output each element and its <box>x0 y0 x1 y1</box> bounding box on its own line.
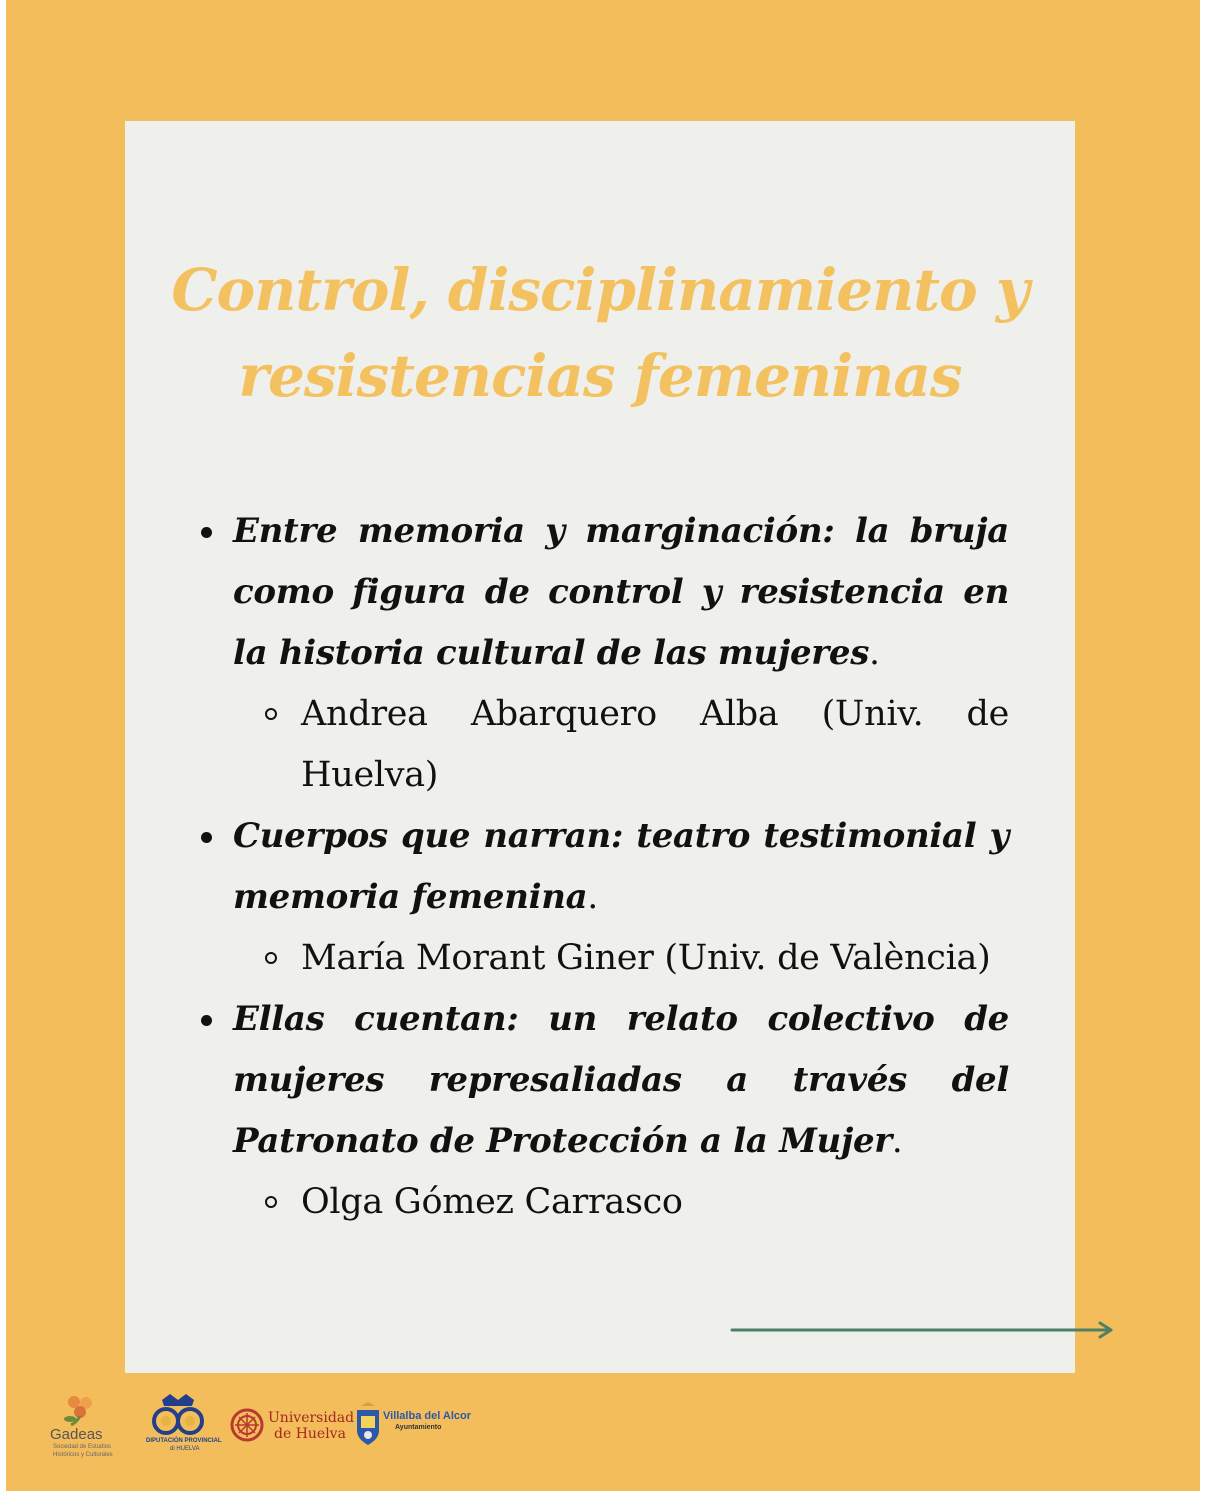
author-name: María Morant Giner (Univ. de València) <box>301 938 991 978</box>
gadeas-tagline: Históricos y Culturales <box>53 1452 113 1458</box>
talk-item <box>191 806 1009 989</box>
villalba-text: Ayuntamiento <box>395 1424 442 1431</box>
universidad-text: Universidad <box>268 1410 355 1426</box>
flower-icon <box>40 1392 122 1426</box>
villalba-logo <box>355 1402 475 1458</box>
universidad-text: de Huelva <box>274 1426 346 1442</box>
title-punctuation: . <box>891 1121 903 1161</box>
title-punctuation: . <box>869 633 880 673</box>
gadeas-logo <box>40 1392 122 1462</box>
circle-bullet-icon <box>265 708 277 720</box>
universidad-huelva-logo <box>230 1408 355 1458</box>
talk-title: Ellas cuentan: un relato colectivo de mujeres represaliadas a través del Patronato de Protección a la Mujer <box>233 999 1009 1161</box>
shield-icon <box>355 1402 381 1446</box>
circle-bullet-icon <box>265 952 277 964</box>
seal-icon <box>230 1408 264 1442</box>
talk-title: Entre memoria y marginación: la bruja como figura de control y resistencia en la historia cultural de las mujeres <box>233 511 1009 673</box>
gadeas-tagline: Sociedad de Estudios <box>53 1444 112 1450</box>
bullet-icon <box>201 832 212 843</box>
talk-author <box>233 928 1009 989</box>
gadeas-name: Gadeas <box>50 1426 103 1443</box>
diputacion-logo <box>142 1392 222 1462</box>
author-name: Andrea Abarquero Alba (Univ. de Huelva) <box>301 694 1009 795</box>
villalba-text: Villalba del Alcor <box>383 1410 472 1422</box>
talk-title: Cuerpos que narran: teatro testimonial y memoria femenina <box>233 816 1009 917</box>
arrow-right-icon[interactable] <box>730 1318 1118 1342</box>
talk-item <box>191 989 1009 1233</box>
slide-title <box>165 247 1035 419</box>
slide-card <box>125 121 1075 1373</box>
talk-title-paragraph <box>233 806 1009 928</box>
talk-title-paragraph <box>233 989 1009 1172</box>
title-line: Control, disciplinamiento y <box>171 256 1029 324</box>
bullet-icon <box>201 527 212 538</box>
sponsor-logos <box>40 1392 490 1466</box>
talk-list <box>191 501 1009 1233</box>
crest-icon <box>142 1392 218 1436</box>
title-punctuation: . <box>587 877 598 917</box>
bullet-icon <box>201 1015 212 1026</box>
talk-title-paragraph <box>233 501 1009 684</box>
diputacion-text: di HUELVA <box>170 1446 200 1452</box>
diputacion-text: DIPUTACIÓN PROVINCIAL <box>146 1438 222 1444</box>
title-line: resistencias femeninas <box>238 342 962 410</box>
talk-author <box>233 1172 1009 1233</box>
circle-bullet-icon <box>265 1196 277 1208</box>
talk-author <box>233 684 1009 806</box>
talk-item <box>191 501 1009 806</box>
author-name: Olga Gómez Carrasco <box>301 1182 683 1222</box>
